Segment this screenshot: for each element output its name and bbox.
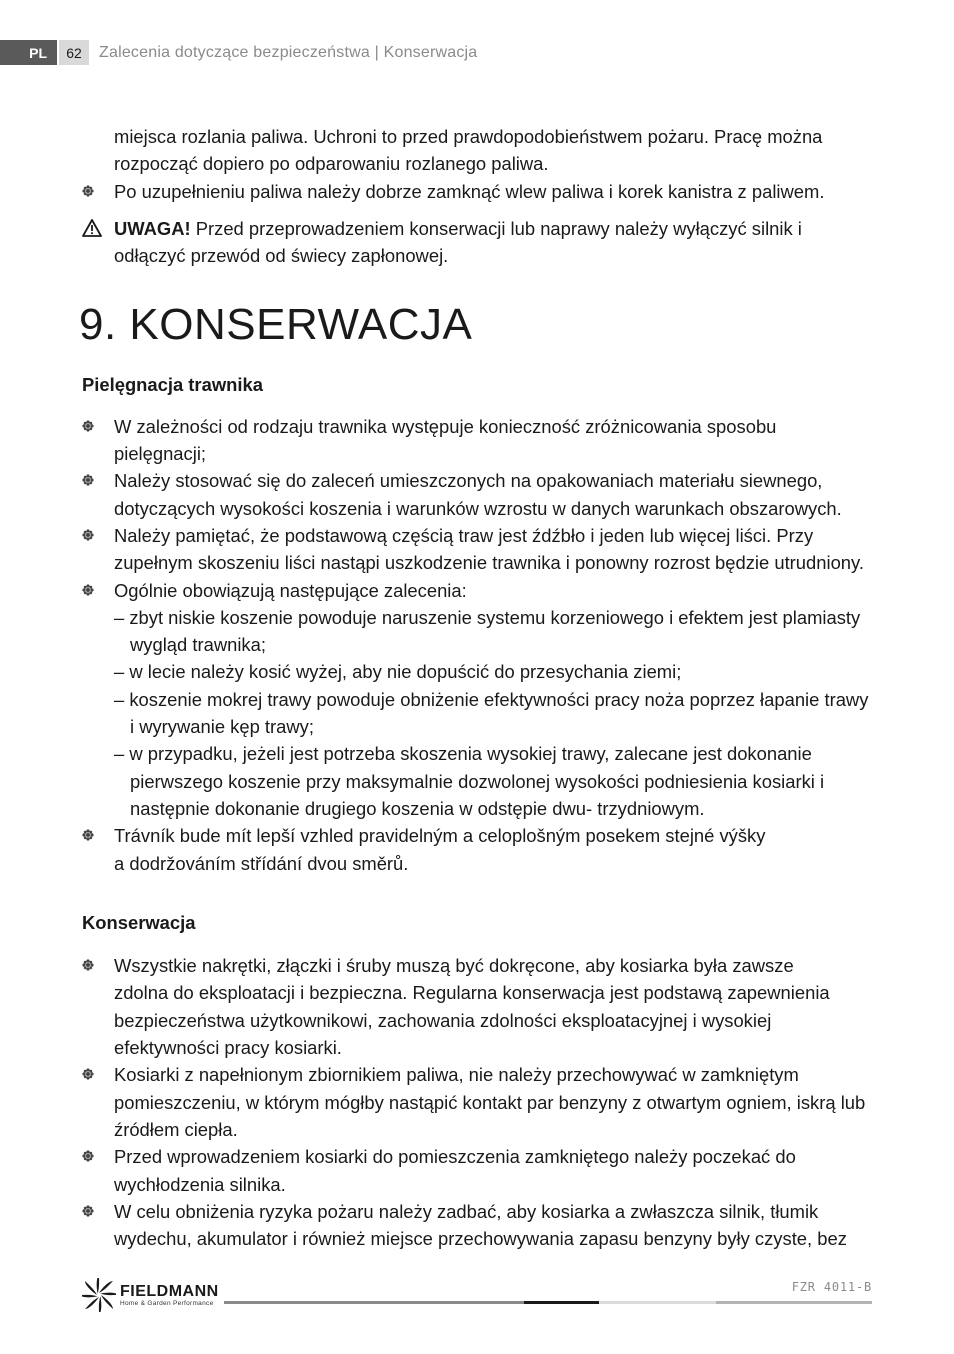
main-content (79, 123, 882, 1252)
list-item: Kosiarki z napełnionym zbiornikiem paliwa, nie należy przechowywać w zamkniętym pomieszczeniu, w którym mógłby nastąpić kontakt par benzyny z otwartym ogniem, iskrą lub źródłem ciepła. (82, 1061, 882, 1143)
footer-rule (716, 1301, 872, 1304)
list-item: Przed wprowadzeniem kosiarki do pomieszczenia zamkniętego należy poczekać do wychłodzenia silnika. (82, 1143, 882, 1198)
warning-triangle-icon (82, 219, 102, 237)
brand-name: FIELDMANN (120, 1282, 219, 1300)
chapter-title: 9. KONSERWACJA (79, 300, 473, 350)
flower-bullet-icon (82, 584, 94, 596)
flower-bullet-icon (82, 185, 94, 197)
model-number: FZR 4011-B (791, 1280, 872, 1294)
flower-bullet-icon (82, 829, 94, 841)
section-heading: Pielęgnacja trawnika (82, 374, 263, 396)
list-item: Po uzupełnieniu paliwa należy dobrze zamknąć wlew paliwa i korek kanistra z paliwem. (82, 178, 882, 205)
sub-list-item: – koszenie mokrej trawy powoduje obniżenie efektywności pracy noża poprzez łapanie trawy i wyrywanie kęp trawy; (114, 688, 869, 738)
footer-rule (224, 1301, 524, 1304)
flower-bullet-icon (82, 420, 94, 432)
brand-logo (82, 1278, 219, 1312)
flower-bullet-icon (82, 529, 94, 541)
list-item: Wszystkie nakrętki, złączki i śruby muszą być dokręcone, aby kosiarka była zawsze zdolna do eksploatacji i bezpieczna. Regularna konserwacja jest podstawą zapewnienia bezpieczeństwa użytkownikowi, zachowania zdolności eksploatacyjnej i wysokiej efektywności pracy kosiarki. (82, 952, 882, 1061)
footer-rule (524, 1301, 599, 1304)
warning-label: UWAGA! (114, 217, 191, 239)
page-number: 62 (59, 40, 89, 65)
flower-bullet-icon (82, 1068, 94, 1080)
language-badge: PL (0, 40, 57, 65)
sub-list-item: – w przypadku, jeżeli jest potrzeba skoszenia wysokiej trawy, zalecane jest dokonanie pierwszego koszenie przy maksymalnie dozwolonej wysokości podniesienia kosiarki i następnie dokonanie drugiego koszenia w odstępie dwu- trzydniowym. (114, 743, 825, 819)
sub-list-item: – zbyt niskie koszenie powoduje naruszenie systemu korzeniowego i efektem jest plamiasty wygląd trawnika; (114, 606, 861, 656)
flower-bullet-icon (82, 474, 94, 486)
list-item: W zależności od rodzaju trawnika występuje konieczność zróżnicowania sposobu pielęgnacji; (82, 413, 882, 468)
page-header (0, 40, 477, 65)
brand-tagline: Home & Garden Performance (120, 1299, 214, 1307)
flower-bullet-icon (82, 1205, 94, 1217)
header-title: Zalecenia dotyczące bezpieczeństwa | Konserwacja (99, 43, 478, 61)
sub-list (82, 604, 882, 822)
flower-bullet-icon (82, 959, 94, 971)
list-item: Należy stosować się do zaleceń umieszczonych na opakowaniach materiału siewnego, dotyczących wysokości koszenia i warunków wzrostu w danych warunkach obszarowych. (82, 467, 882, 522)
section-heading: Konserwacja (82, 911, 196, 933)
warning-note: UWAGA! Przed przeprowadzeniem konserwacji lub naprawy należy wyłączyć silnik i odłączyć przewód od świecy zapłonowej. (82, 215, 882, 270)
list-item: Trávník bude mít lepší vzhled pravidelným a celoplošným posekem stejné výšky a dodržováním střídání dvou směrů. (82, 822, 882, 877)
list-item: Ogólnie obowiązują następujące zalecenia: (82, 577, 882, 604)
list-item: W celu obniżenia ryzyka pożaru należy zadbać, aby kosiarka a zwłaszcza silnik, tłumik wydechu, akumulator i również miejsce przechowywania zapasu benzyny były czyste, bez (82, 1198, 882, 1253)
page-footer (82, 1278, 872, 1308)
flower-bullet-icon (82, 1150, 94, 1162)
list-item: Należy pamiętać, że podstawową częścią traw jest źdźbło i jeden lub więcej liści. Przy zupełnym skoszeniu liści nastąpi uszkodzenie trawnika i ponowny rozrost będzie utrudniony. (82, 522, 882, 577)
fieldmann-logo-icon (82, 1278, 116, 1312)
footer-rule (599, 1301, 716, 1304)
intro-continuation: miejsca rozlania paliwa. Uchroni to przed prawdopodobieństwem pożaru. Pracę można rozpocząć dopiero po odparowaniu rozlanego paliwa. (114, 126, 823, 175)
sub-list-item: – w lecie należy kosić wyżej, aby nie dopuścić do przesychania ziemi; (114, 661, 682, 683)
